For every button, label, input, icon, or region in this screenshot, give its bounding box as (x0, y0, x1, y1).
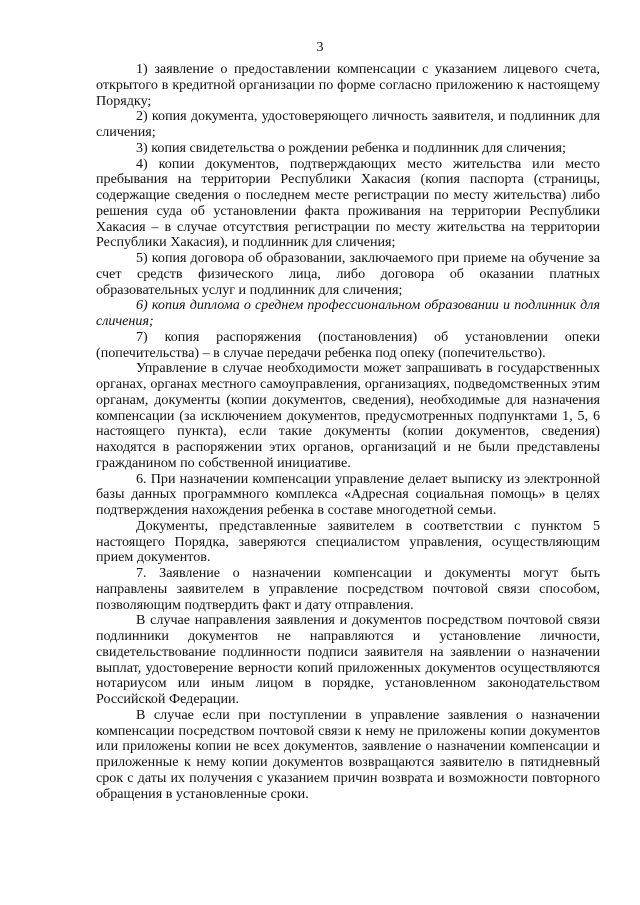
paragraph: 4) копии документов, подтверждающих место жительства или место пребывания на территории Республики Хакасия (копия паспорта (страницы, содержащие сведения о последнем месте регистрации по месту жительства) либо решения суда об установлении факта проживания на территории Республики Хакасия – в случае отсутствия регистрации по месту жительства на территории Республики Хакасия), и подлинник для сличения; (96, 155, 600, 251)
paragraph: 6) копия диплома о среднем профессиональном образовании и подлинник для сличения; (96, 297, 600, 329)
paragraph: Документы, представленные заявителем в соответствии с пунктом 5 настоящего Порядка, заверяются специалистом управления, осуществляющим прием документов. (96, 517, 600, 566)
page-number: 3 (316, 40, 324, 55)
paragraph: Управление в случае необходимости может запрашивать в государственных органах, органах местного самоуправления, организациях, подведомственных этим органам, документы (копии документов, сведения), необходимые для назначения компенсации (за исключением документов, предусмотренных подпунктами 1, 5, 6 настоящего пункта), если такие документы (копии документов, сведения) находятся в распоряжении этих органов, организаций и не были представлены гражданином по собственной инициативе. (96, 360, 600, 471)
paragraph: 5) копия договора об образовании, заключаемого при приеме на обучение за счет средств физического лица, либо договора об оказании платных образовательных услуг и подлинник для сличения; (96, 250, 600, 298)
paragraph: 7. Заявление о назначении компенсации и документы могут быть направлены заявителем в управление посредством почтовой связи способом, позволяющим подтвердить факт и дату отправления. (96, 565, 600, 613)
paragraph: 1) заявление о предоставлении компенсации с указанием лицевого счета, открытого в кредитной организации по форме согласно приложению к настоящему Порядку; (96, 61, 600, 109)
paragraph: 2) копия документа, удостоверяющего личность заявителя, и подлинник для сличения; (96, 108, 600, 140)
paragraph: 6. При назначении компенсации управление делает выписку из электронной базы данных программного комплекса «Адресная социальная помощь» в целях подтверждения нахождения ребенка в составе многодетной семьи. (96, 470, 600, 518)
document-body (96, 62, 600, 802)
paragraph: В случае если при поступлении в управление заявления о назначении компенсации посредством почтовой связи к нему не приложены копии документов или приложены копии не всех документов, заявление о назначении компенсации и приложенные к нему копии документов возвращаются заявителю в пятидневный срок с даты их получения с указанием причин возврата и возможности повторного обращения в установленные сроки. (96, 706, 600, 802)
paragraph: В случае направления заявления и документов посредством почтовой связи подлинники документов не направляются и установление личности, свидетельствование подлинности подписи заявителя на заявлении о назначении выплат, удостоверение верности копий приложенных документов осуществляются нотариусом или иным лицом в порядке, установленном законодательством Российской Федерации. (96, 612, 600, 707)
paragraph: 3) копия свидетельства о рождении ребенка и подлинник для сличения; (136, 139, 566, 156)
paragraph: 7) копия распоряжения (постановления) об установлении опеки (попечительства) – в случае передачи ребенка под опеку (попечительство). (96, 328, 600, 361)
